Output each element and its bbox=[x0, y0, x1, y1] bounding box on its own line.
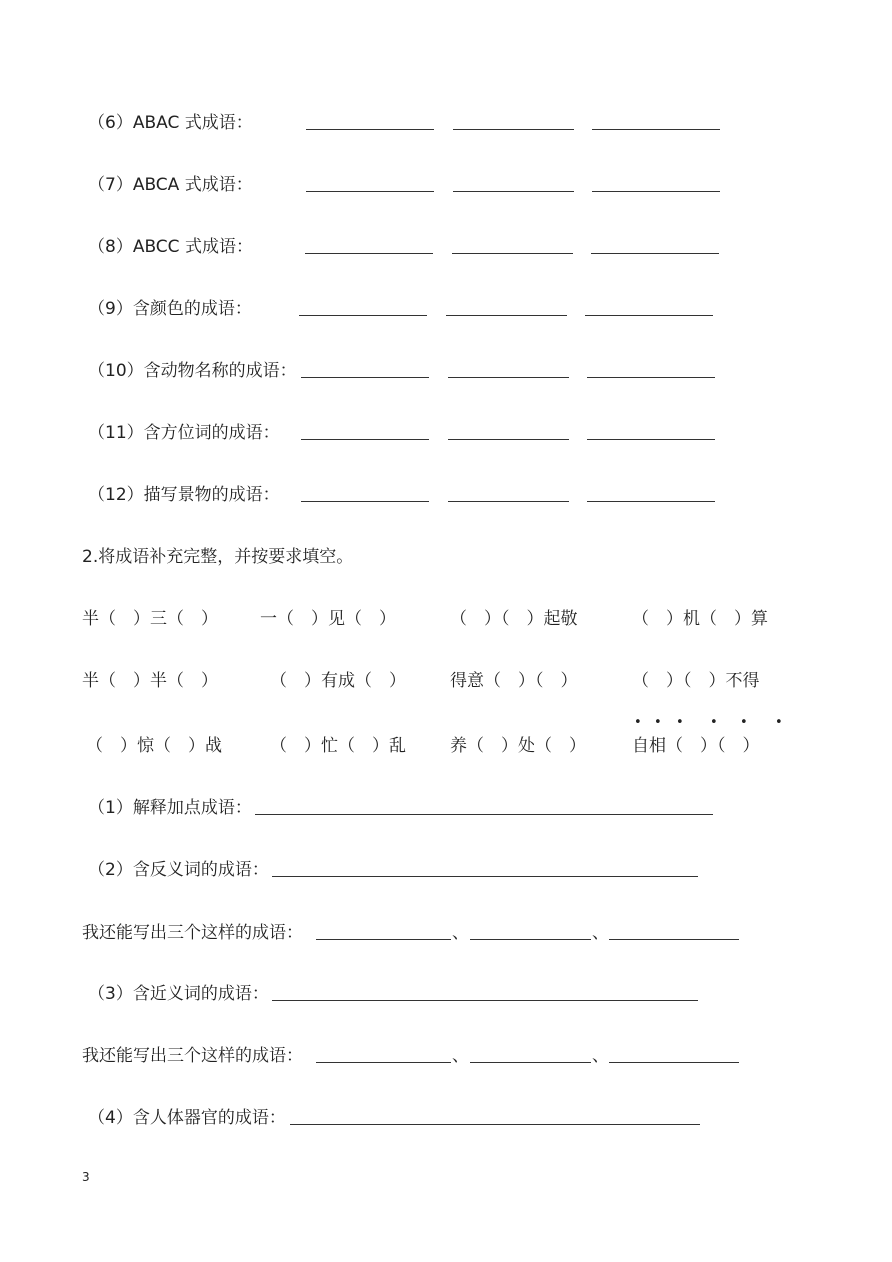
separator: 、 bbox=[452, 923, 469, 943]
emphasis-dot: • bbox=[740, 715, 748, 730]
answer-blank[interactable] bbox=[609, 925, 739, 940]
idiom-blank[interactable]: （ ）（ ）起敬 bbox=[450, 609, 578, 629]
idiom-blank[interactable]: （ ）惊（ ）战 bbox=[86, 736, 222, 756]
answer-blank[interactable] bbox=[453, 177, 574, 192]
idiom-blank[interactable]: 半（ ）半（ ） bbox=[82, 671, 218, 691]
separator: 、 bbox=[452, 1046, 469, 1066]
item-label: （7）ABCA 式成语： bbox=[88, 175, 253, 195]
answer-blank[interactable] bbox=[272, 862, 698, 877]
question-1: （1）解释加点成语： bbox=[88, 798, 252, 818]
answer-blank[interactable] bbox=[316, 1048, 451, 1063]
answer-blank[interactable] bbox=[301, 363, 429, 378]
answer-blank[interactable] bbox=[587, 487, 715, 502]
question-2: （2）含反义词的成语： bbox=[88, 860, 269, 880]
answer-blank[interactable] bbox=[448, 487, 569, 502]
answer-blank[interactable] bbox=[591, 239, 719, 254]
answer-blank[interactable] bbox=[301, 425, 429, 440]
question-3: （3）含近义词的成语： bbox=[88, 984, 269, 1004]
answer-blank[interactable] bbox=[316, 925, 451, 940]
more-idioms-prompt: 我还能写出三个这样的成语： bbox=[82, 1046, 303, 1066]
answer-blank[interactable] bbox=[255, 800, 713, 815]
answer-blank[interactable] bbox=[453, 115, 574, 130]
page-number: 3 bbox=[82, 1170, 90, 1184]
answer-blank[interactable] bbox=[470, 1048, 591, 1063]
answer-blank[interactable] bbox=[592, 177, 720, 192]
idiom-blank[interactable]: （ ）（ ）不得 bbox=[632, 671, 760, 691]
item-label: （8）ABCC 式成语： bbox=[88, 237, 253, 257]
answer-blank[interactable] bbox=[448, 363, 569, 378]
emphasis-dot: • bbox=[775, 715, 783, 730]
item-label: （9）含颜色的成语： bbox=[88, 299, 252, 319]
idiom-blank[interactable]: （ ）忙（ ）乱 bbox=[270, 736, 406, 756]
item-label: （6）ABAC 式成语： bbox=[88, 113, 253, 133]
idiom-blank[interactable]: 得意（ ）（ ） bbox=[450, 671, 578, 691]
answer-blank[interactable] bbox=[446, 301, 567, 316]
answer-blank[interactable] bbox=[299, 301, 427, 316]
answer-blank[interactable] bbox=[592, 115, 720, 130]
item-label: （11）含方位词的成语： bbox=[88, 423, 280, 443]
emphasis-dot: • bbox=[634, 715, 642, 730]
idiom-blank[interactable]: 自相（ ）（ ） bbox=[632, 736, 760, 756]
section-title: 2.将成语补充完整，并按要求填空。 bbox=[82, 547, 354, 567]
answer-blank[interactable] bbox=[272, 986, 698, 1001]
idiom-blank[interactable]: 养（ ）处（ ） bbox=[450, 736, 586, 756]
answer-blank[interactable] bbox=[306, 177, 434, 192]
emphasis-dot: • bbox=[710, 715, 718, 730]
emphasis-dot: • bbox=[654, 715, 662, 730]
item-label: （12）描写景物的成语： bbox=[88, 485, 280, 505]
answer-blank[interactable] bbox=[585, 301, 713, 316]
more-idioms-prompt: 我还能写出三个这样的成语： bbox=[82, 923, 303, 943]
answer-blank[interactable] bbox=[290, 1110, 700, 1125]
idiom-blank[interactable]: （ ）有成（ ） bbox=[270, 671, 406, 691]
answer-blank[interactable] bbox=[448, 425, 569, 440]
item-label: （10）含动物名称的成语： bbox=[88, 361, 297, 381]
answer-blank[interactable] bbox=[609, 1048, 739, 1063]
answer-blank[interactable] bbox=[587, 425, 715, 440]
separator: 、 bbox=[592, 923, 609, 943]
answer-blank[interactable] bbox=[306, 115, 434, 130]
answer-blank[interactable] bbox=[587, 363, 715, 378]
answer-blank[interactable] bbox=[452, 239, 573, 254]
idiom-blank[interactable]: 半（ ）三（ ） bbox=[82, 609, 218, 629]
answer-blank[interactable] bbox=[305, 239, 433, 254]
answer-blank[interactable] bbox=[470, 925, 591, 940]
idiom-blank[interactable]: （ ）机（ ）算 bbox=[632, 609, 768, 629]
idiom-blank[interactable]: 一（ ）见（ ） bbox=[260, 609, 396, 629]
separator: 、 bbox=[592, 1046, 609, 1066]
question-4: （4）含人体器官的成语： bbox=[88, 1108, 286, 1128]
answer-blank[interactable] bbox=[301, 487, 429, 502]
emphasis-dot: • bbox=[676, 715, 684, 730]
